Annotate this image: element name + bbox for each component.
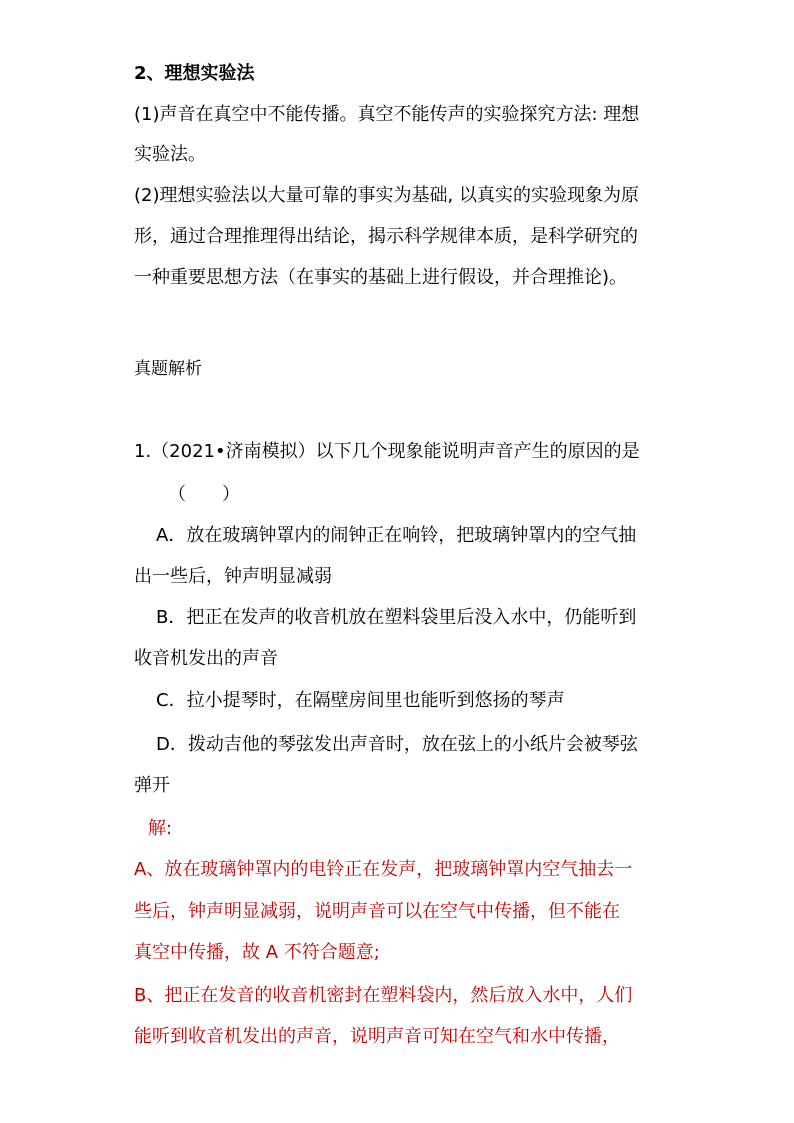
option-d-line-2: 弹开	[134, 775, 170, 796]
paragraph-1-line-2: 实验法。	[134, 144, 206, 165]
solution-label: 解:	[148, 818, 173, 839]
paragraph-2-line-2: 形，通过合理推理得出结论，揭示科学规律本质，是科学研究的	[134, 226, 638, 247]
solution-b-line-1: B、把正在发音的收音机密封在塑料袋内，然后放入水中，人们	[134, 985, 633, 1006]
paragraph-2-line-1: (2)理想实验法以大量可靠的事实为基础, 以真实的实验现象为原	[134, 185, 639, 206]
section-heading: 2、理想实验法	[134, 63, 255, 84]
option-a-line-1: A．放在玻璃钟罩内的闹钟正在响铃，把玻璃钟罩内的空气抽	[156, 525, 637, 546]
paragraph-1-line-1: (1)声音在真空中不能传播。真空不能传声的实验探究方法: 理想	[134, 104, 640, 125]
answer-blank: （ ）	[168, 484, 240, 505]
option-d-line-1: D．拨动吉他的琴弦发出声音时，放在弦上的小纸片会被琴弦	[156, 734, 638, 755]
solution-a-line-1: A、放在玻璃钟罩内的电铃正在发声，把玻璃钟罩内空气抽去一	[134, 859, 633, 880]
option-a-line-2: 出一些后，钟声明显减弱	[134, 566, 332, 587]
solution-a-line-2: 些后，钟声明显减弱，说明声音可以在空气中传播，但不能在	[134, 901, 620, 922]
solution-b-line-2: 能听到收音机发出的声音，说明声音可知在空气和水中传播，	[134, 1026, 620, 1047]
exam-section-title: 真题解析	[134, 359, 202, 379]
paragraph-2-line-3: 一种重要思想方法（在事实的基础上进行假设，并合理推论)。	[134, 267, 628, 288]
solution-a-line-3: 真空中传播，故 A 不符合题意;	[134, 942, 380, 963]
option-c-line-1: C．拉小提琴时，在隔壁房间里也能听到悠扬的琴声	[156, 690, 565, 711]
option-b-line-1: B．把正在发声的收音机放在塑料袋里后没入水中，仍能听到	[156, 607, 637, 628]
option-b-line-2: 收音机发出的声音	[134, 648, 278, 669]
question-stem: 1.（2021•济南模拟）以下几个现象能说明声音产生的原因的是	[134, 441, 640, 462]
